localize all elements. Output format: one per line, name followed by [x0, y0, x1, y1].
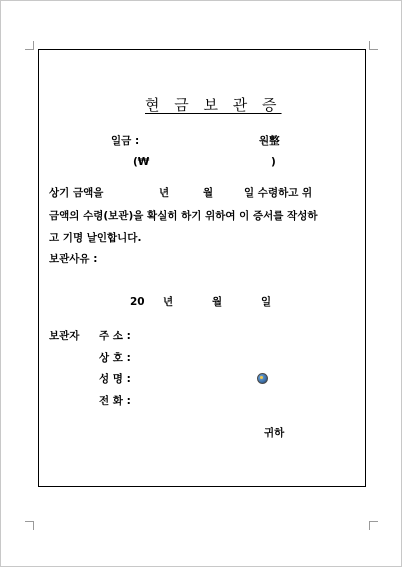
date-prefix[interactable]: 20	[130, 296, 145, 308]
date-day: 일	[261, 296, 272, 308]
crop-mark-bottom-left	[25, 521, 34, 530]
crop-mark-bottom-right	[369, 521, 378, 530]
amount-paren-close: )	[271, 156, 276, 168]
amount-paren-open: (₩	[133, 156, 150, 168]
crop-mark-top-right	[369, 41, 378, 50]
body-line1-start: 상기 금액을	[49, 187, 104, 199]
body-line1-year: 년	[159, 187, 170, 199]
addressee-label: 귀하	[264, 427, 285, 439]
amount-unit: 원整	[259, 135, 280, 147]
body-line3: 고 기명 날인합니다.	[49, 232, 142, 244]
crop-mark-top-left	[25, 41, 34, 50]
address-label[interactable]: 주 소 :	[99, 330, 131, 342]
company-label[interactable]: 상 호 :	[99, 352, 131, 364]
reason-label[interactable]: 보관사유 :	[49, 253, 98, 265]
custodian-label: 보관자	[49, 330, 80, 342]
body-line1-end: 일 수령하고 위	[244, 187, 313, 199]
body-line2: 금액의 수령(보관)을 확실히 하기 위하여 이 증서를 작성하	[49, 210, 318, 222]
document-title: 현 금 보 관 증	[145, 96, 282, 114]
seal-icon	[257, 373, 268, 384]
date-month: 월	[212, 296, 223, 308]
body-line1-month: 월	[203, 187, 214, 199]
amount-label[interactable]: 일금 :	[111, 135, 140, 147]
date-year: 년	[163, 296, 174, 308]
name-label[interactable]: 성 명 :	[99, 373, 131, 385]
phone-label[interactable]: 전 화 :	[99, 395, 131, 407]
